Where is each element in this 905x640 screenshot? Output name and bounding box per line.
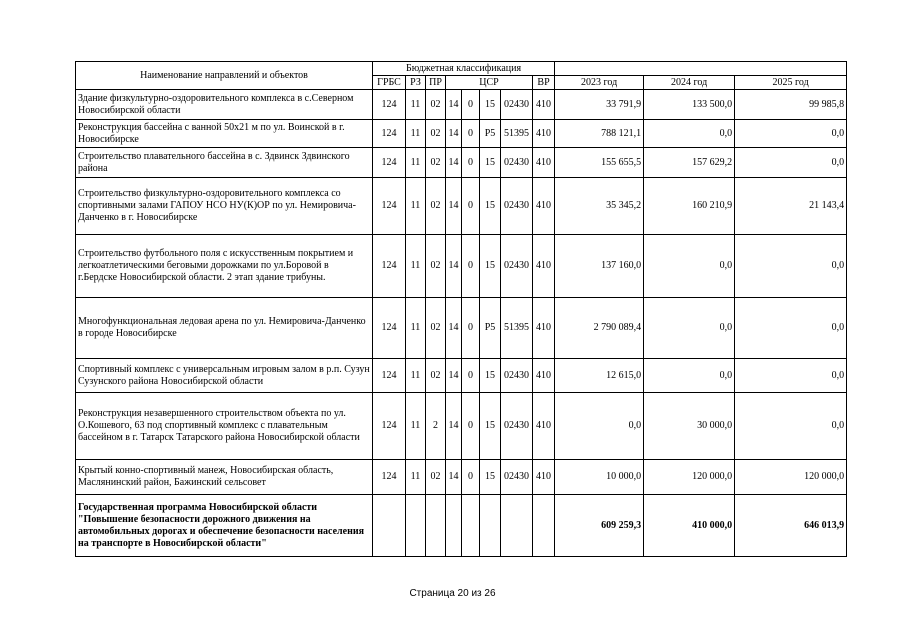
- header-2023: 2023 год: [555, 76, 644, 90]
- object-name-cell: Реконструкция бассейна с ванной 50х21 м по ул. Воинской в г. Новосибирске: [76, 120, 373, 148]
- code-cell-c3: 15: [480, 393, 501, 460]
- code-cell-c3: 15: [480, 460, 501, 495]
- table-row: [76, 393, 847, 460]
- amount-2023-cell: 10 000,0: [555, 460, 644, 495]
- code-cell-c1: 14: [446, 120, 462, 148]
- amount-2024-cell: 30 000,0: [644, 393, 735, 460]
- code-cell-rz: 11: [406, 359, 426, 393]
- code-cell-vr: 410: [533, 235, 555, 298]
- code-cell-c1: 14: [446, 393, 462, 460]
- amount-2024-cell: 0,0: [644, 235, 735, 298]
- header-grbs: ГРБС: [373, 76, 406, 90]
- header-budget-class: Бюджетная классификация: [373, 62, 555, 76]
- object-name-cell: Крытый конно-спортивный манеж, Новосибирская область, Маслянинский район, Бажинский сельсовет: [76, 460, 373, 495]
- code-cell-c3: 15: [480, 148, 501, 178]
- code-cell-vr: 410: [533, 90, 555, 120]
- total-amount-2025-cell: 646 013,9: [735, 495, 847, 557]
- header-2024: 2024 год: [644, 76, 735, 90]
- header-years-blank: [555, 62, 847, 76]
- code-cell-c4: 02430: [501, 460, 533, 495]
- code-cell-pr: 02: [426, 235, 446, 298]
- empty-code-cell: [480, 495, 501, 557]
- code-cell-pr: 02: [426, 178, 446, 235]
- code-cell-c1: 14: [446, 359, 462, 393]
- code-cell-rz: 11: [406, 120, 426, 148]
- code-cell-c2: 0: [462, 359, 480, 393]
- code-cell-grbs: 124: [373, 178, 406, 235]
- object-name-cell: Многофункциональная ледовая арена по ул. Немировича-Данченко в городе Новосибирске: [76, 298, 373, 359]
- code-cell-c2: 0: [462, 393, 480, 460]
- empty-code-cell: [462, 495, 480, 557]
- code-cell-vr: 410: [533, 460, 555, 495]
- code-cell-c2: 0: [462, 90, 480, 120]
- empty-code-cell: [501, 495, 533, 557]
- empty-code-cell: [406, 495, 426, 557]
- empty-code-cell: [426, 495, 446, 557]
- code-cell-c2: 0: [462, 235, 480, 298]
- code-cell-c2: 0: [462, 178, 480, 235]
- code-cell-c3: 15: [480, 90, 501, 120]
- code-cell-rz: 11: [406, 90, 426, 120]
- amount-2023-cell: 2 790 089,4: [555, 298, 644, 359]
- code-cell-rz: 11: [406, 298, 426, 359]
- code-cell-c2: 0: [462, 298, 480, 359]
- header-row-1: [76, 62, 847, 76]
- amount-2025-cell: 120 000,0: [735, 460, 847, 495]
- amount-2023-cell: 35 345,2: [555, 178, 644, 235]
- header-pr: ПР: [426, 76, 446, 90]
- code-cell-c3: 15: [480, 178, 501, 235]
- table-row: [76, 148, 847, 178]
- code-cell-vr: 410: [533, 393, 555, 460]
- code-cell-c1: 14: [446, 178, 462, 235]
- code-cell-grbs: 124: [373, 393, 406, 460]
- code-cell-vr: 410: [533, 178, 555, 235]
- empty-code-cell: [373, 495, 406, 557]
- code-cell-c1: 14: [446, 298, 462, 359]
- code-cell-grbs: 124: [373, 90, 406, 120]
- page-number: Страница 20 из 26: [409, 588, 496, 599]
- code-cell-vr: 410: [533, 120, 555, 148]
- code-cell-rz: 11: [406, 393, 426, 460]
- code-cell-pr: 02: [426, 90, 446, 120]
- empty-code-cell: [446, 495, 462, 557]
- empty-code-cell: [533, 495, 555, 557]
- header-rz: РЗ: [406, 76, 426, 90]
- table-row: [76, 359, 847, 393]
- code-cell-rz: 11: [406, 148, 426, 178]
- code-cell-c4: 02430: [501, 359, 533, 393]
- code-cell-vr: 410: [533, 298, 555, 359]
- table-row: [76, 120, 847, 148]
- code-cell-grbs: 124: [373, 359, 406, 393]
- code-cell-pr: 02: [426, 460, 446, 495]
- object-name-cell: Реконструкция незавершенного строительством объекта по ул. О.Кошевого, 63 под спортивный комплекс с плавательным бассейном в г. Татарск Татарского района Новосибирской области: [76, 393, 373, 460]
- code-cell-pr: 02: [426, 120, 446, 148]
- code-cell-grbs: 124: [373, 235, 406, 298]
- object-name-cell: Строительство футбольного поля с искусственным покрытием и легкоатлетическими беговыми дорожками по ул.Боровой в г.Бердске Новосибирской области. 2 этап здание трибуны.: [76, 235, 373, 298]
- amount-2025-cell: 0,0: [735, 359, 847, 393]
- code-cell-c1: 14: [446, 235, 462, 298]
- total-row: [76, 495, 847, 557]
- code-cell-c3: 15: [480, 235, 501, 298]
- code-cell-rz: 11: [406, 460, 426, 495]
- code-cell-c4: 02430: [501, 148, 533, 178]
- total-amount-2024-cell: 410 000,0: [644, 495, 735, 557]
- amount-2023-cell: 0,0: [555, 393, 644, 460]
- table-row: [76, 298, 847, 359]
- amount-2025-cell: 0,0: [735, 393, 847, 460]
- code-cell-c1: 14: [446, 460, 462, 495]
- amount-2023-cell: 788 121,1: [555, 120, 644, 148]
- table-body: [76, 90, 847, 557]
- header-vr: ВР: [533, 76, 555, 90]
- code-cell-c3: 15: [480, 359, 501, 393]
- amount-2023-cell: 137 160,0: [555, 235, 644, 298]
- amount-2024-cell: 0,0: [644, 298, 735, 359]
- code-cell-c2: 0: [462, 120, 480, 148]
- code-cell-c4: 02430: [501, 178, 533, 235]
- header-csr: ЦСР: [446, 76, 533, 90]
- code-cell-c4: 51395: [501, 298, 533, 359]
- object-name-cell: Строительство физкультурно-оздоровительного комплекса со спортивными залами ГАПОУ НСО НУ(К)ОР по ул. Немировича-Данченко в г. Новосибирске: [76, 178, 373, 235]
- amount-2025-cell: 99 985,8: [735, 90, 847, 120]
- code-cell-rz: 11: [406, 235, 426, 298]
- code-cell-grbs: 124: [373, 460, 406, 495]
- total-amount-2023-cell: 609 259,3: [555, 495, 644, 557]
- code-cell-pr: 2: [426, 393, 446, 460]
- code-cell-c2: 0: [462, 460, 480, 495]
- code-cell-pr: 02: [426, 298, 446, 359]
- code-cell-grbs: 124: [373, 120, 406, 148]
- amount-2025-cell: 0,0: [735, 148, 847, 178]
- table-row: [76, 90, 847, 120]
- code-cell-grbs: 124: [373, 148, 406, 178]
- code-cell-c4: 02430: [501, 393, 533, 460]
- amount-2025-cell: 0,0: [735, 235, 847, 298]
- program-name-cell: Государственная программа Новосибирской области "Повышение безопасности дорожного движения на автомобильных дорогах и обеспечение безопасности населения на транспорте в Новосибирской области": [76, 495, 373, 557]
- code-cell-c3: Р5: [480, 298, 501, 359]
- amount-2024-cell: 120 000,0: [644, 460, 735, 495]
- amount-2024-cell: 0,0: [644, 359, 735, 393]
- amount-2024-cell: 157 629,2: [644, 148, 735, 178]
- code-cell-c1: 14: [446, 148, 462, 178]
- code-cell-c1: 14: [446, 90, 462, 120]
- amount-2025-cell: 0,0: [735, 120, 847, 148]
- code-cell-c3: Р5: [480, 120, 501, 148]
- code-cell-c4: 02430: [501, 90, 533, 120]
- code-cell-c4: 51395: [501, 120, 533, 148]
- code-cell-c2: 0: [462, 148, 480, 178]
- table-row: [76, 178, 847, 235]
- header-name-col: Наименование направлений и объектов: [76, 62, 373, 90]
- amount-2024-cell: 0,0: [644, 120, 735, 148]
- object-name-cell: Здание физкультурно-оздоровительного комплекса в с.Северном Новосибирской области: [76, 90, 373, 120]
- budget-table: [75, 61, 847, 557]
- amount-2023-cell: 155 655,5: [555, 148, 644, 178]
- code-cell-pr: 02: [426, 148, 446, 178]
- table-row: [76, 235, 847, 298]
- code-cell-grbs: 124: [373, 298, 406, 359]
- amount-2024-cell: 133 500,0: [644, 90, 735, 120]
- table-row: [76, 460, 847, 495]
- object-name-cell: Строительство плавательного бассейна в с. Здвинск Здвинского района: [76, 148, 373, 178]
- amount-2023-cell: 12 615,0: [555, 359, 644, 393]
- amount-2025-cell: 21 143,4: [735, 178, 847, 235]
- code-cell-pr: 02: [426, 359, 446, 393]
- object-name-cell: Спортивный комплекс с универсальным игровым залом в р.п. Сузун Сузунского района Новосибирской области: [76, 359, 373, 393]
- header-2025: 2025 год: [735, 76, 847, 90]
- amount-2023-cell: 33 791,9: [555, 90, 644, 120]
- code-cell-vr: 410: [533, 148, 555, 178]
- code-cell-c4: 02430: [501, 235, 533, 298]
- amount-2025-cell: 0,0: [735, 298, 847, 359]
- code-cell-vr: 410: [533, 359, 555, 393]
- code-cell-rz: 11: [406, 178, 426, 235]
- amount-2024-cell: 160 210,9: [644, 178, 735, 235]
